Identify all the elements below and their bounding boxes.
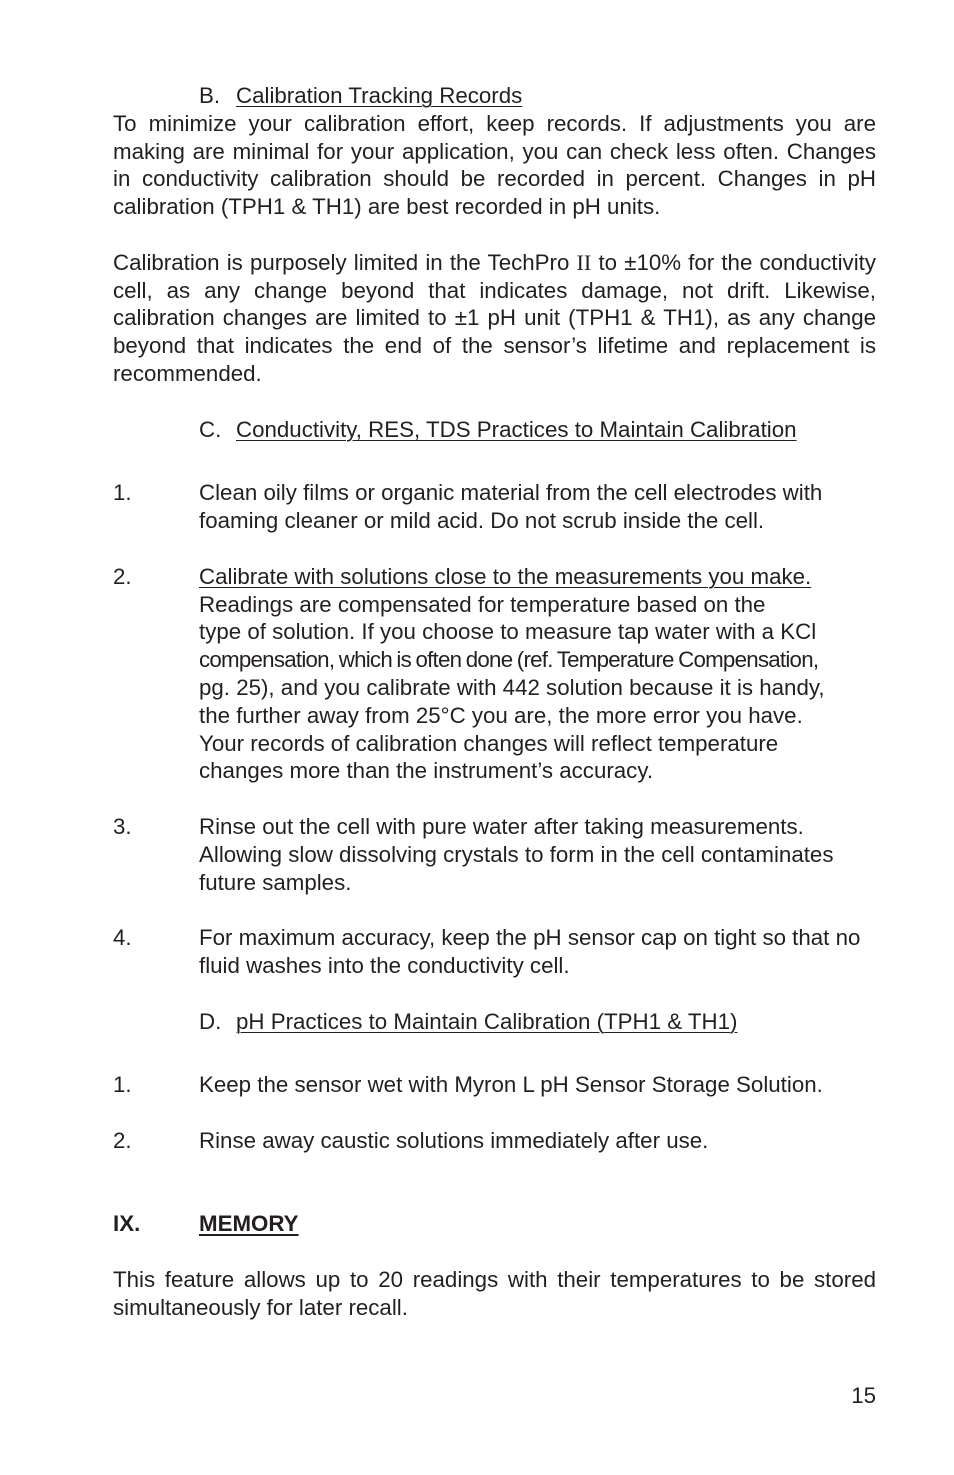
list-item: [113, 1127, 876, 1155]
section-ix-number: IX.: [113, 1211, 141, 1237]
list-item-number: 2.: [113, 563, 132, 589]
list-item-text: Rinse out the cell with pure water after taking measurements. Allowing slow dissolving crystals to form in the cell contaminates future samples.: [199, 813, 834, 895]
section-d-title: pH Practices to Maintain Calibration (TPH1 & TH1): [236, 1008, 738, 1034]
list-item: [113, 924, 876, 980]
section-c-letter: C.: [199, 416, 222, 442]
list-item: [113, 813, 876, 896]
text-line: the further away from 25°C you are, the more error you have.: [199, 702, 803, 728]
section-b-paragraph-2-end: to ±10% for the conductivity cell, as any change beyond that indicates damage, not drift. Likewise, calibration changes are limited to ±1 pH unit (TPH1 & TH1), as any change beyond that indicates the end of the sensor’s lifetime and replacement is recommended.: [113, 249, 876, 386]
list-item-number: 1.: [113, 1072, 132, 1098]
section-c-heading: [113, 416, 876, 444]
manual-page: [113, 82, 876, 1321]
section-b-title: Calibration Tracking Records: [236, 83, 523, 108]
section-b-paragraph-2: [113, 249, 876, 388]
section-d-list: [113, 1071, 876, 1154]
text-line: Your records of calibration changes will reflect temperature: [199, 730, 779, 756]
section-ix-title: MEMORY: [199, 1211, 299, 1237]
section-ix-heading: [113, 1210, 876, 1238]
section-b-heading: [113, 82, 876, 110]
list-item-number: 4.: [113, 925, 132, 951]
section-d-letter: D.: [199, 1008, 222, 1034]
text-line: compensation, which is often done (ref. Temperature Compensation,: [199, 647, 819, 673]
list-item: [113, 1071, 876, 1099]
list-item-text: Rinse away caustic solutions immediately after use.: [199, 1127, 709, 1153]
list-item-text: Keep the sensor wet with Myron L pH Sensor Storage Solution.: [199, 1072, 823, 1098]
section-ix-paragraph: This feature allows up to 20 readings with their temperatures to be stored simultaneously for later recall.: [113, 1266, 876, 1320]
list-item-number: 3.: [113, 813, 132, 839]
list-item-text: [199, 563, 876, 785]
section-d-heading: [113, 1008, 876, 1036]
section-c-title: Conductivity, RES, TDS Practices to Maintain Calibration: [236, 416, 797, 442]
list-item: [113, 563, 876, 785]
section-b-paragraph-1: To minimize your calibration effort, keep records. If adjustments you are making are minimal for your application, you can check less often. Changes in conductivity calibration should be recorded in percent. Changes in pH calibration (TPH1 & TH1) are best recorded in pH units.: [113, 110, 876, 220]
text-line: pg. 25), and you calibrate with 442 solution because it is handy,: [199, 674, 825, 700]
text-line: type of solution. If you choose to measure tap water with a KCl: [199, 619, 817, 645]
section-b-paragraph-2-start: Calibration is purposely limited in the TechPro: [113, 249, 577, 275]
underlined-instruction: Calibrate with solutions close to the measurements you make.: [199, 563, 812, 589]
list-item-text: Clean oily films or organic material from the cell electrodes with foaming cleaner or mild acid. Do not scrub inside the cell.: [199, 480, 823, 534]
list-item-number: 2.: [113, 1127, 132, 1153]
section-b-roman-numeral: II: [576, 249, 592, 275]
list-item: [113, 479, 876, 535]
section-c-list: [113, 479, 876, 979]
section-b-letter: B.: [199, 83, 221, 108]
list-item-number: 1.: [113, 480, 132, 506]
text-line: Readings are compensated for temperature based on the: [199, 591, 766, 617]
text-line: changes more than the instrument’s accuracy.: [199, 758, 654, 784]
page-number: 15: [851, 1383, 876, 1408]
list-item-text: For maximum accuracy, keep the pH sensor cap on tight so that no fluid washes into the conductivity cell.: [199, 925, 861, 978]
